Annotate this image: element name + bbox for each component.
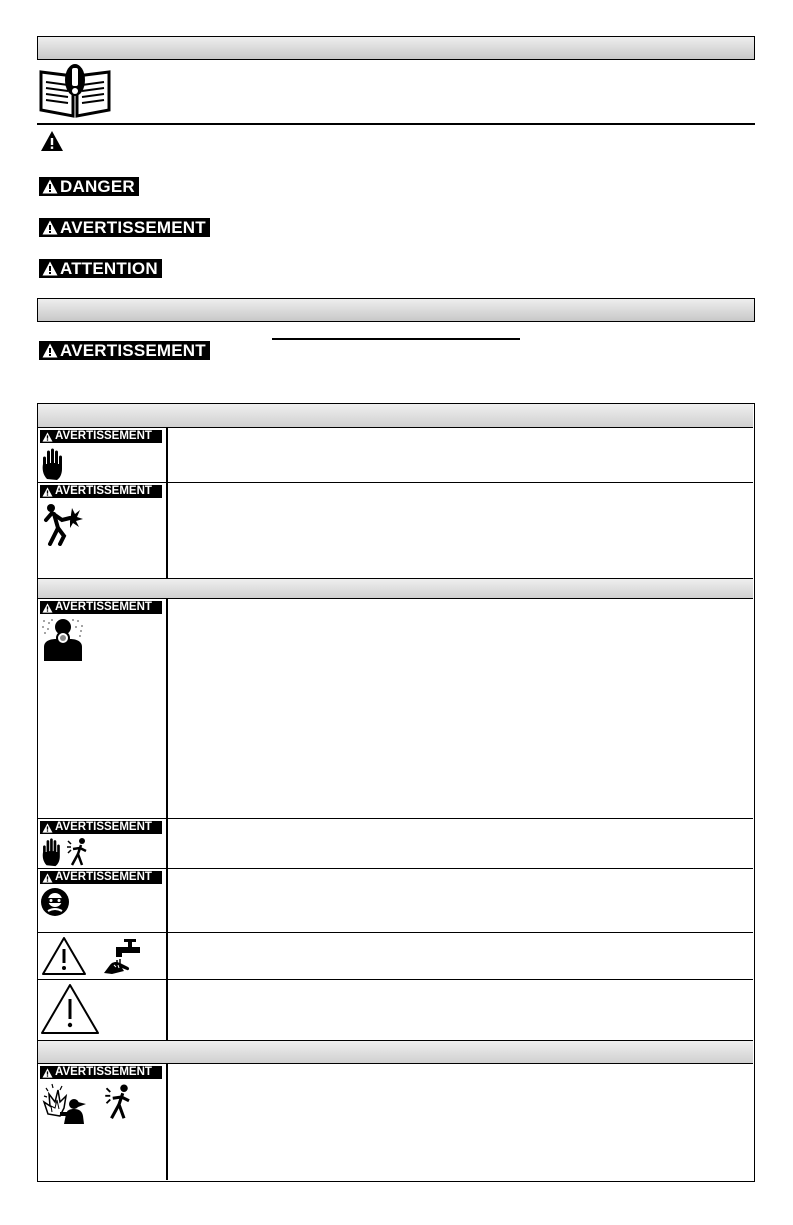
warning-triangle-icon xyxy=(42,220,58,235)
table-section-header-1 xyxy=(38,404,753,428)
section-header-bar-1 xyxy=(37,36,755,60)
table-row xyxy=(38,483,753,579)
electric-shock-icon xyxy=(42,502,84,546)
warning-triangle-icon xyxy=(40,983,100,1035)
warning-triangle-icon xyxy=(42,261,58,276)
table-row xyxy=(38,428,753,483)
attention-signal-label xyxy=(39,259,162,278)
respirator-icon xyxy=(40,617,86,663)
attention-text: ATTENTION xyxy=(60,259,158,278)
avertissement-signal-label: AVERTISSEMENT xyxy=(40,1066,162,1079)
avertissement-signal-label xyxy=(39,218,210,237)
table-section-header-3 xyxy=(38,1041,753,1064)
avertissement-text: AVERTISSEMENT xyxy=(60,218,206,237)
hand-stop-icon xyxy=(40,837,62,867)
table-row xyxy=(38,599,753,819)
bystander-icon xyxy=(104,1082,134,1122)
table-row xyxy=(38,980,753,1041)
table-row xyxy=(38,933,753,980)
table-section-header-2 xyxy=(38,579,753,599)
wash-hands-icon xyxy=(102,937,142,975)
danger-signal-label xyxy=(39,177,139,196)
section-header-bar-2 xyxy=(37,298,755,322)
read-manual-icon xyxy=(38,64,112,123)
hand-stop-icon xyxy=(40,447,64,481)
table-row xyxy=(38,819,753,869)
warning-triangle-icon xyxy=(42,343,58,358)
safety-table xyxy=(37,403,755,1182)
divider-line xyxy=(37,123,755,125)
table-row xyxy=(38,1064,753,1180)
bystander-icon xyxy=(66,837,90,867)
eye-protection-icon xyxy=(40,887,70,917)
avertissement-signal-label: AVERTISSEMENT xyxy=(40,871,162,884)
avertissement-signal-label-main xyxy=(39,341,210,360)
avertissement-signal-label: AVERTISSEMENT xyxy=(40,485,162,498)
warning-triangle-icon xyxy=(42,179,58,194)
warning-triangle-icon xyxy=(41,936,87,976)
avertissement-signal-label: AVERTISSEMENT xyxy=(40,821,162,834)
danger-text: DANGER xyxy=(60,177,135,196)
avertissement-text: AVERTISSEMENT xyxy=(60,341,206,360)
table-row xyxy=(38,869,753,933)
fire-explosion-icon xyxy=(42,1082,92,1124)
warning-triangle-icon xyxy=(40,130,64,157)
avertissement-signal-label: AVERTISSEMENT xyxy=(40,430,162,443)
avertissement-signal-label: AVERTISSEMENT xyxy=(40,601,162,614)
underlined-text-mark xyxy=(272,338,520,340)
